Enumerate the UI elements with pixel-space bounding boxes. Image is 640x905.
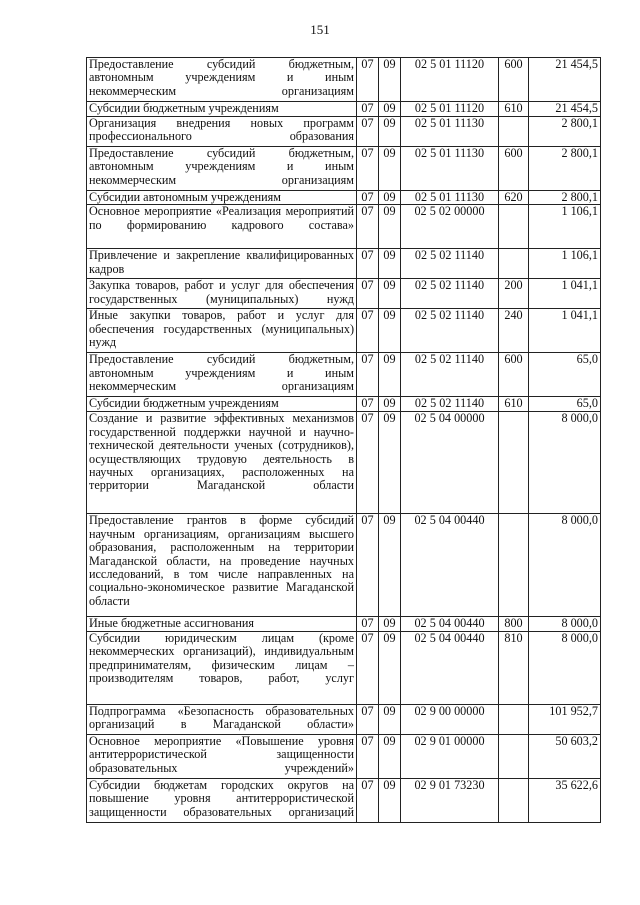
name-cell: Предоставление субсидий бюджетным, автономным учреждениям и иным некоммерческим организациям [87,147,357,191]
name-cell: Предоставление грантов в форме субсидий научным организациям, организациям высшего образования, расположенным на территории Магаданской области, на проведение научных исследований, в том числе направленных на социально-экономическое развитие Магаданской области [87,514,357,617]
target-article-cell: 02 9 01 73230 [401,778,499,822]
name-cell: Закупка товаров, работ и услуг для обеспечения государственных (муниципальных) нужд [87,279,357,309]
target-article-cell: 02 5 02 11140 [401,309,499,353]
target-article-cell: 02 5 01 11130 [401,117,499,147]
expense-type-cell: 620 [499,191,529,205]
subsection-code-cell: 09 [379,58,401,102]
target-article-cell: 02 5 04 00000 [401,412,499,514]
subsection-code-cell: 09 [379,631,401,704]
page-number: 151 [310,22,330,37]
table-row [87,778,601,822]
table-row [87,279,601,309]
amount-cell: 1 041,1 [529,279,601,309]
section-code-cell: 07 [357,102,379,117]
section-code-cell: 07 [357,205,379,249]
target-article-cell: 02 9 01 00000 [401,734,499,778]
amount-cell: 35 622,6 [529,778,601,822]
name-cell: Подпрограмма «Безопасность образовательных организаций в Магаданской области» [87,704,357,734]
expense-type-cell: 600 [499,58,529,102]
expense-type-cell: 800 [499,617,529,631]
name-cell: Основное мероприятие «Повышение уровня антитеррористической защищенности образовательных учреждений» [87,734,357,778]
section-code-cell: 07 [357,412,379,514]
name-cell: Предоставление субсидий бюджетным, автономным учреждениям и иным некоммерческим организациям [87,353,357,397]
subsection-code-cell: 09 [379,117,401,147]
expense-type-cell: 200 [499,279,529,309]
table-row [87,117,601,147]
subsection-code-cell: 09 [379,205,401,249]
table-row [87,514,601,617]
expense-type-cell [499,514,529,617]
expense-type-cell: 810 [499,631,529,704]
table-row [87,102,601,117]
section-code-cell: 07 [357,514,379,617]
table-row [87,704,601,734]
name-cell: Предоставление субсидий бюджетным, автономным учреждениям и иным некоммерческим организациям [87,58,357,102]
name-cell: Иные закупки товаров, работ и услуг для обеспечения государственных (муниципальных) нужд [87,309,357,353]
section-code-cell: 07 [357,279,379,309]
amount-cell: 101 952,7 [529,704,601,734]
subsection-code-cell: 09 [379,309,401,353]
table-row [87,147,601,191]
expense-type-cell [499,734,529,778]
expense-type-cell [499,778,529,822]
target-article-cell: 02 5 04 00440 [401,617,499,631]
amount-cell: 50 603,2 [529,734,601,778]
expense-type-cell [499,205,529,249]
target-article-cell: 02 5 02 11140 [401,279,499,309]
section-code-cell: 07 [357,249,379,279]
target-article-cell: 02 5 02 11140 [401,397,499,412]
table-row [87,412,601,514]
subsection-code-cell: 09 [379,353,401,397]
amount-cell: 8 000,0 [529,412,601,514]
section-code-cell: 07 [357,704,379,734]
subsection-code-cell: 09 [379,778,401,822]
target-article-cell: 02 5 02 00000 [401,205,499,249]
expense-type-cell [499,412,529,514]
subsection-code-cell: 09 [379,704,401,734]
name-cell: Иные бюджетные ассигнования [87,617,357,631]
amount-cell: 1 041,1 [529,309,601,353]
name-cell: Субсидии бюджетным учреждениям [87,102,357,117]
amount-cell: 2 800,1 [529,147,601,191]
name-cell: Привлечение и закрепление квалифицированных кадров [87,249,357,279]
target-article-cell: 02 9 00 00000 [401,704,499,734]
target-article-cell: 02 5 01 11130 [401,147,499,191]
amount-cell: 8 000,0 [529,617,601,631]
table-row [87,205,601,249]
subsection-code-cell: 09 [379,279,401,309]
name-cell: Субсидии бюджетным учреждениям [87,397,357,412]
section-code-cell: 07 [357,617,379,631]
name-cell: Субсидии бюджетам городских округов на повышение уровня антитеррористической защищенности образовательных организаций [87,778,357,822]
subsection-code-cell: 09 [379,102,401,117]
name-cell: Субсидии автономным учреждениям [87,191,357,205]
amount-cell: 2 800,1 [529,191,601,205]
budget-table [86,57,601,823]
subsection-code-cell: 09 [379,191,401,205]
expense-type-cell: 610 [499,102,529,117]
table-row [87,397,601,412]
subsection-code-cell: 09 [379,734,401,778]
subsection-code-cell: 09 [379,617,401,631]
amount-cell: 8 000,0 [529,514,601,617]
section-code-cell: 07 [357,397,379,412]
amount-cell: 21 454,5 [529,58,601,102]
expense-type-cell [499,704,529,734]
name-cell: Субсидии юридическим лицам (кроме некоммерческих организаций), индивидуальным предпринимателям, физическим лицам – производителям товаров, работ, услуг [87,631,357,704]
name-cell: Создание и развитие эффективных механизмов государственной поддержки научной и научно-технической деятельности ученых (сотрудников), осуществляющих трудовую деятельность в научных организациях, расположенных на территории Магаданской области [87,412,357,514]
section-code-cell: 07 [357,734,379,778]
target-article-cell: 02 5 01 11130 [401,191,499,205]
expense-type-cell: 600 [499,147,529,191]
section-code-cell: 07 [357,309,379,353]
table-row [87,309,601,353]
amount-cell: 65,0 [529,397,601,412]
section-code-cell: 07 [357,147,379,191]
table-row [87,617,601,631]
table-row [87,191,601,205]
amount-cell: 65,0 [529,353,601,397]
target-article-cell: 02 5 02 11140 [401,249,499,279]
subsection-code-cell: 09 [379,412,401,514]
subsection-code-cell: 09 [379,249,401,279]
expense-type-cell [499,249,529,279]
amount-cell: 1 106,1 [529,205,601,249]
target-article-cell: 02 5 04 00440 [401,631,499,704]
section-code-cell: 07 [357,631,379,704]
name-cell: Основное мероприятие «Реализация мероприятий по формированию кадрового состава» [87,205,357,249]
expense-type-cell: 240 [499,309,529,353]
subsection-code-cell: 09 [379,397,401,412]
section-code-cell: 07 [357,778,379,822]
amount-cell: 8 000,0 [529,631,601,704]
table-row [87,734,601,778]
target-article-cell: 02 5 04 00440 [401,514,499,617]
amount-cell: 1 106,1 [529,249,601,279]
table-row [87,58,601,102]
expense-type-cell: 600 [499,353,529,397]
subsection-code-cell: 09 [379,147,401,191]
table-row [87,249,601,279]
amount-cell: 21 454,5 [529,102,601,117]
section-code-cell: 07 [357,191,379,205]
table-row [87,631,601,704]
section-code-cell: 07 [357,353,379,397]
target-article-cell: 02 5 02 11140 [401,353,499,397]
expense-type-cell [499,117,529,147]
table-row [87,353,601,397]
expense-type-cell: 610 [499,397,529,412]
target-article-cell: 02 5 01 11120 [401,58,499,102]
budget-table-body [87,58,601,823]
section-code-cell: 07 [357,58,379,102]
target-article-cell: 02 5 01 11120 [401,102,499,117]
section-code-cell: 07 [357,117,379,147]
amount-cell: 2 800,1 [529,117,601,147]
name-cell: Организация внедрения новых программ профессионального образования [87,117,357,147]
subsection-code-cell: 09 [379,514,401,617]
